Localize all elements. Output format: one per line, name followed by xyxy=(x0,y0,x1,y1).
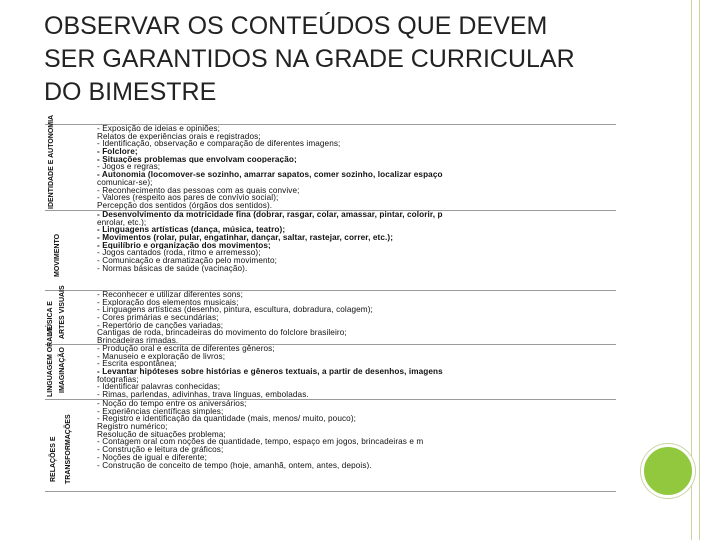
list-item: - Reconhecimento das pessoas com as quais convive; xyxy=(97,186,300,195)
list-item: - Produção oral e escrita de diferentes gêneros; xyxy=(97,345,275,353)
section-label xyxy=(45,114,95,210)
curriculum-table xyxy=(45,114,616,492)
list-item: - Autonomia (locomover-se sozinho, amarrar sapatos, comer sozinho, localizar espaço xyxy=(97,171,443,179)
section-label-text: IDENTIDADE E AUTONOMIA xyxy=(48,114,55,209)
section-items xyxy=(97,400,616,469)
section-items xyxy=(97,125,616,210)
section-items xyxy=(97,211,616,273)
list-item: - Identificação, observação e comparação de diferentes imagens; xyxy=(97,140,341,149)
list-item: comunicar-se); xyxy=(97,178,153,187)
section-label-text: IMAGINAÇÃO xyxy=(59,347,66,393)
list-item: - Contagem oral com noções de quantidade, tempo, espaço em jogos, brincadeiras e m xyxy=(97,438,424,447)
list-item: - Construção de conceito de tempo (hoje, amanhã, ontem, antes, depois). xyxy=(97,461,372,470)
list-item: - Linguagens artísticas (desenho, pintura, escultura, dobradura, colagem); xyxy=(97,306,373,315)
table-section-identidade xyxy=(45,114,616,210)
section-label-text: MÚSICA E xyxy=(47,301,54,335)
list-item: Registro numérico; xyxy=(97,423,168,431)
section-items xyxy=(97,291,616,345)
list-item: - Linguagens artísticas (dança, música, teatro); xyxy=(97,226,286,235)
list-item: - Situações problemas que envolvam cooperação; xyxy=(97,155,297,164)
section-label-text: MOVIMENTO xyxy=(54,233,61,277)
list-item: - Exploração dos elementos musicais; xyxy=(97,298,239,307)
list-item: - Experiências científicas simples; xyxy=(97,407,224,416)
list-item: Brincadeiras rimadas. xyxy=(97,337,179,345)
list-item: - Desenvolvimento da motricidade fina (dobrar, rasgar, colar, amassar, pintar, colorir, p xyxy=(97,211,443,219)
list-item: - Jogos e regras; xyxy=(97,163,161,172)
list-item: - Equilíbrio e organização dos movimentos; xyxy=(97,241,271,250)
section-label-text: ARTES VISUAIS xyxy=(59,285,66,339)
list-item: - Identificar palavras conhecidas; xyxy=(97,383,221,392)
list-item: - Movimentos (rolar, pular, engatinhar, dançar, saltar, rastejar, correr, etc.); xyxy=(97,234,394,242)
section-items xyxy=(97,345,616,399)
list-item: - Construção e leitura de gráficos; xyxy=(97,446,224,454)
list-item: - Noções de igual e diferente; xyxy=(97,453,207,462)
list-item: - Normas básicas de saúde (vacinação). xyxy=(97,264,248,273)
list-item: - Noção do tempo entre os aniversários; xyxy=(97,400,247,408)
list-item: - Escrita espontânea; xyxy=(97,360,177,369)
list-item: - Repertório de canções variadas; xyxy=(97,321,224,330)
list-item: - Manuseio e exploração de livros; xyxy=(97,352,226,361)
list-item: Percepção dos sentidos (órgãos dos sentidos). xyxy=(97,201,273,210)
section-label xyxy=(45,325,95,399)
list-item: - Levantar hipóteses sobre histórias e gêneros textuais, a partir de desenhos, imagens xyxy=(97,368,443,376)
frame-line xyxy=(699,0,700,540)
section-label xyxy=(45,211,95,290)
section-label-text: LINGUAGEM ORAL E xyxy=(47,325,54,397)
table-section-musica xyxy=(45,285,616,345)
list-item: - Reconhecer e utilizar diferentes sons; xyxy=(97,291,243,299)
list-item: - Folclore; xyxy=(97,148,138,156)
list-item: enrolar, etc.); xyxy=(97,218,147,227)
list-item: - Valores (respeito aos pares de convívio social); xyxy=(97,194,279,202)
decorative-circle xyxy=(641,444,695,498)
table-section-movimento xyxy=(45,210,616,290)
list-item: - Exposição de ideias e opiniões; xyxy=(97,125,221,133)
list-item: Cantigas de roda, brincadeiras do movimento do folclore brasileiro; xyxy=(97,329,347,338)
section-label-text: TRANSFORMAÇÕES xyxy=(65,414,72,484)
section-label xyxy=(45,400,95,491)
list-item: - Registro e identificação da quantidade (mais, menos/ muito, pouco); xyxy=(97,415,357,424)
section-label-text: RELAÇÕES E xyxy=(50,436,57,482)
list-item: - Cores primárias e secundárias; xyxy=(97,314,219,322)
list-item: - Jogos cantados (roda, ritmo e arremesso); xyxy=(97,249,261,258)
list-item: Resolução de situações problema; xyxy=(97,430,226,439)
slide-title: OBSERVAR OS CONTEÚDOS QUE DEVEM SER GARANTIDOS NA GRADE CURRICULAR DO BIMESTRE xyxy=(44,12,575,106)
table-section-relacoes xyxy=(45,399,616,492)
list-item: - Rimas, parlendas, adivinhas, trava línguas, emboladas. xyxy=(97,391,309,399)
list-item: Relatos de experiências orais e registrados; xyxy=(97,132,261,141)
list-item: fotografias; xyxy=(97,375,139,384)
list-item: - Comunicação e dramatização pelo movimento; xyxy=(97,257,278,265)
